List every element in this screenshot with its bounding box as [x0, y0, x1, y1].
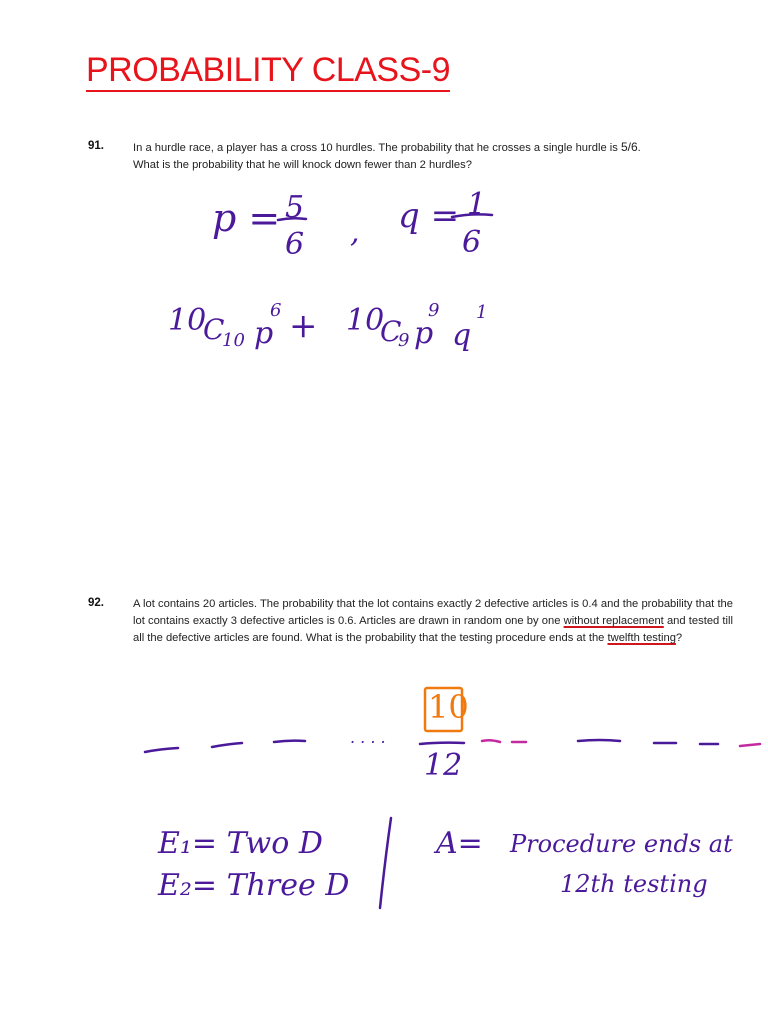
hw-expr-sub1: 10 [222, 330, 245, 351]
hw-expr-c1: C [203, 313, 225, 346]
p-fraction-bar [278, 218, 306, 220]
hw-sep: , [350, 215, 360, 250]
hw-boxed-ten: 10 [428, 688, 469, 726]
hw-a-text2: 12th testing [560, 870, 708, 898]
hw-expr-exp2: 9 [428, 300, 440, 321]
hw-expr-plus: + [289, 306, 318, 346]
hw-q-num: 1 [467, 187, 487, 222]
hw-e1: E₁= Two D [158, 826, 323, 861]
blank-dash-3 [274, 741, 305, 742]
underlined-without-replacement: without replacement [563, 615, 664, 627]
hw-twelve: 12 [424, 748, 463, 783]
question-92-text: A lot contains 20 articles. The probability that the lot contains exactly 2 defective articles is 0.4 and the probability that the lot contains exactly 3 defective articles is 0.6. Articles are drawn in random one by one without replacement and tested till all the defective articles are found. What is the probability that the testing procedure ends at the twelfth testing? [133, 598, 733, 644]
hw-q-label: q = [398, 196, 460, 236]
vertical-divider [380, 818, 391, 908]
q-fraction-bar [452, 214, 492, 217]
hw-expr-10a: 10 [168, 303, 207, 338]
hw-q-den: 6 [462, 225, 482, 260]
hw-dots: . . . . [350, 728, 386, 747]
hw-expr-exp3: 1 [476, 302, 488, 323]
hw-expr-sub2: 9 [398, 330, 410, 351]
blank-dash-1 [145, 748, 178, 752]
hw-p-den: 6 [285, 227, 305, 262]
hw-expr-c2: C [380, 315, 402, 348]
hw-e2: E₂= Three D [158, 868, 350, 903]
q91-fraction: 5/6 [620, 140, 638, 154]
hw-expr-p1: p [254, 316, 274, 351]
q91-line1: In a hurdle race, a player has a cross 10 hurdles. The probability that he crosses a single hurdle is [133, 142, 621, 154]
blank-dash-2 [212, 743, 242, 747]
hw-p-label: p = [212, 196, 281, 240]
hw-a-text1: Procedure ends at [510, 830, 733, 858]
hw-expr-exp1: 6 [270, 300, 282, 321]
hw-expr-p2: p [414, 316, 434, 351]
fraction-bar-10-12 [420, 743, 464, 744]
blank-dash-9 [740, 744, 760, 746]
q91-line2: What is the probability that he will knock down fewer than 2 hurdles? [133, 159, 472, 171]
hw-expr-10b: 10 [346, 303, 385, 338]
hw-a-label: A= [436, 826, 483, 861]
hw-p-num: 5 [285, 190, 305, 225]
question-number-91: 91. [88, 140, 104, 152]
blank-dash-6 [578, 740, 620, 741]
question-number-92: 92. [88, 597, 104, 609]
page-title: PROBABILITY CLASS-9 [86, 50, 450, 92]
underlined-twelfth-testing: twelfth testing [607, 632, 676, 644]
hw-expr-q: q [452, 318, 472, 353]
question-91-text: In a hurdle race, a player has a cross 10 hurdles. The probability that he crosses a single hurdle is 5/6. What is the probability that he will knock down fewer than 2 hurdles? [133, 140, 641, 171]
blank-dash-4 [482, 740, 500, 742]
